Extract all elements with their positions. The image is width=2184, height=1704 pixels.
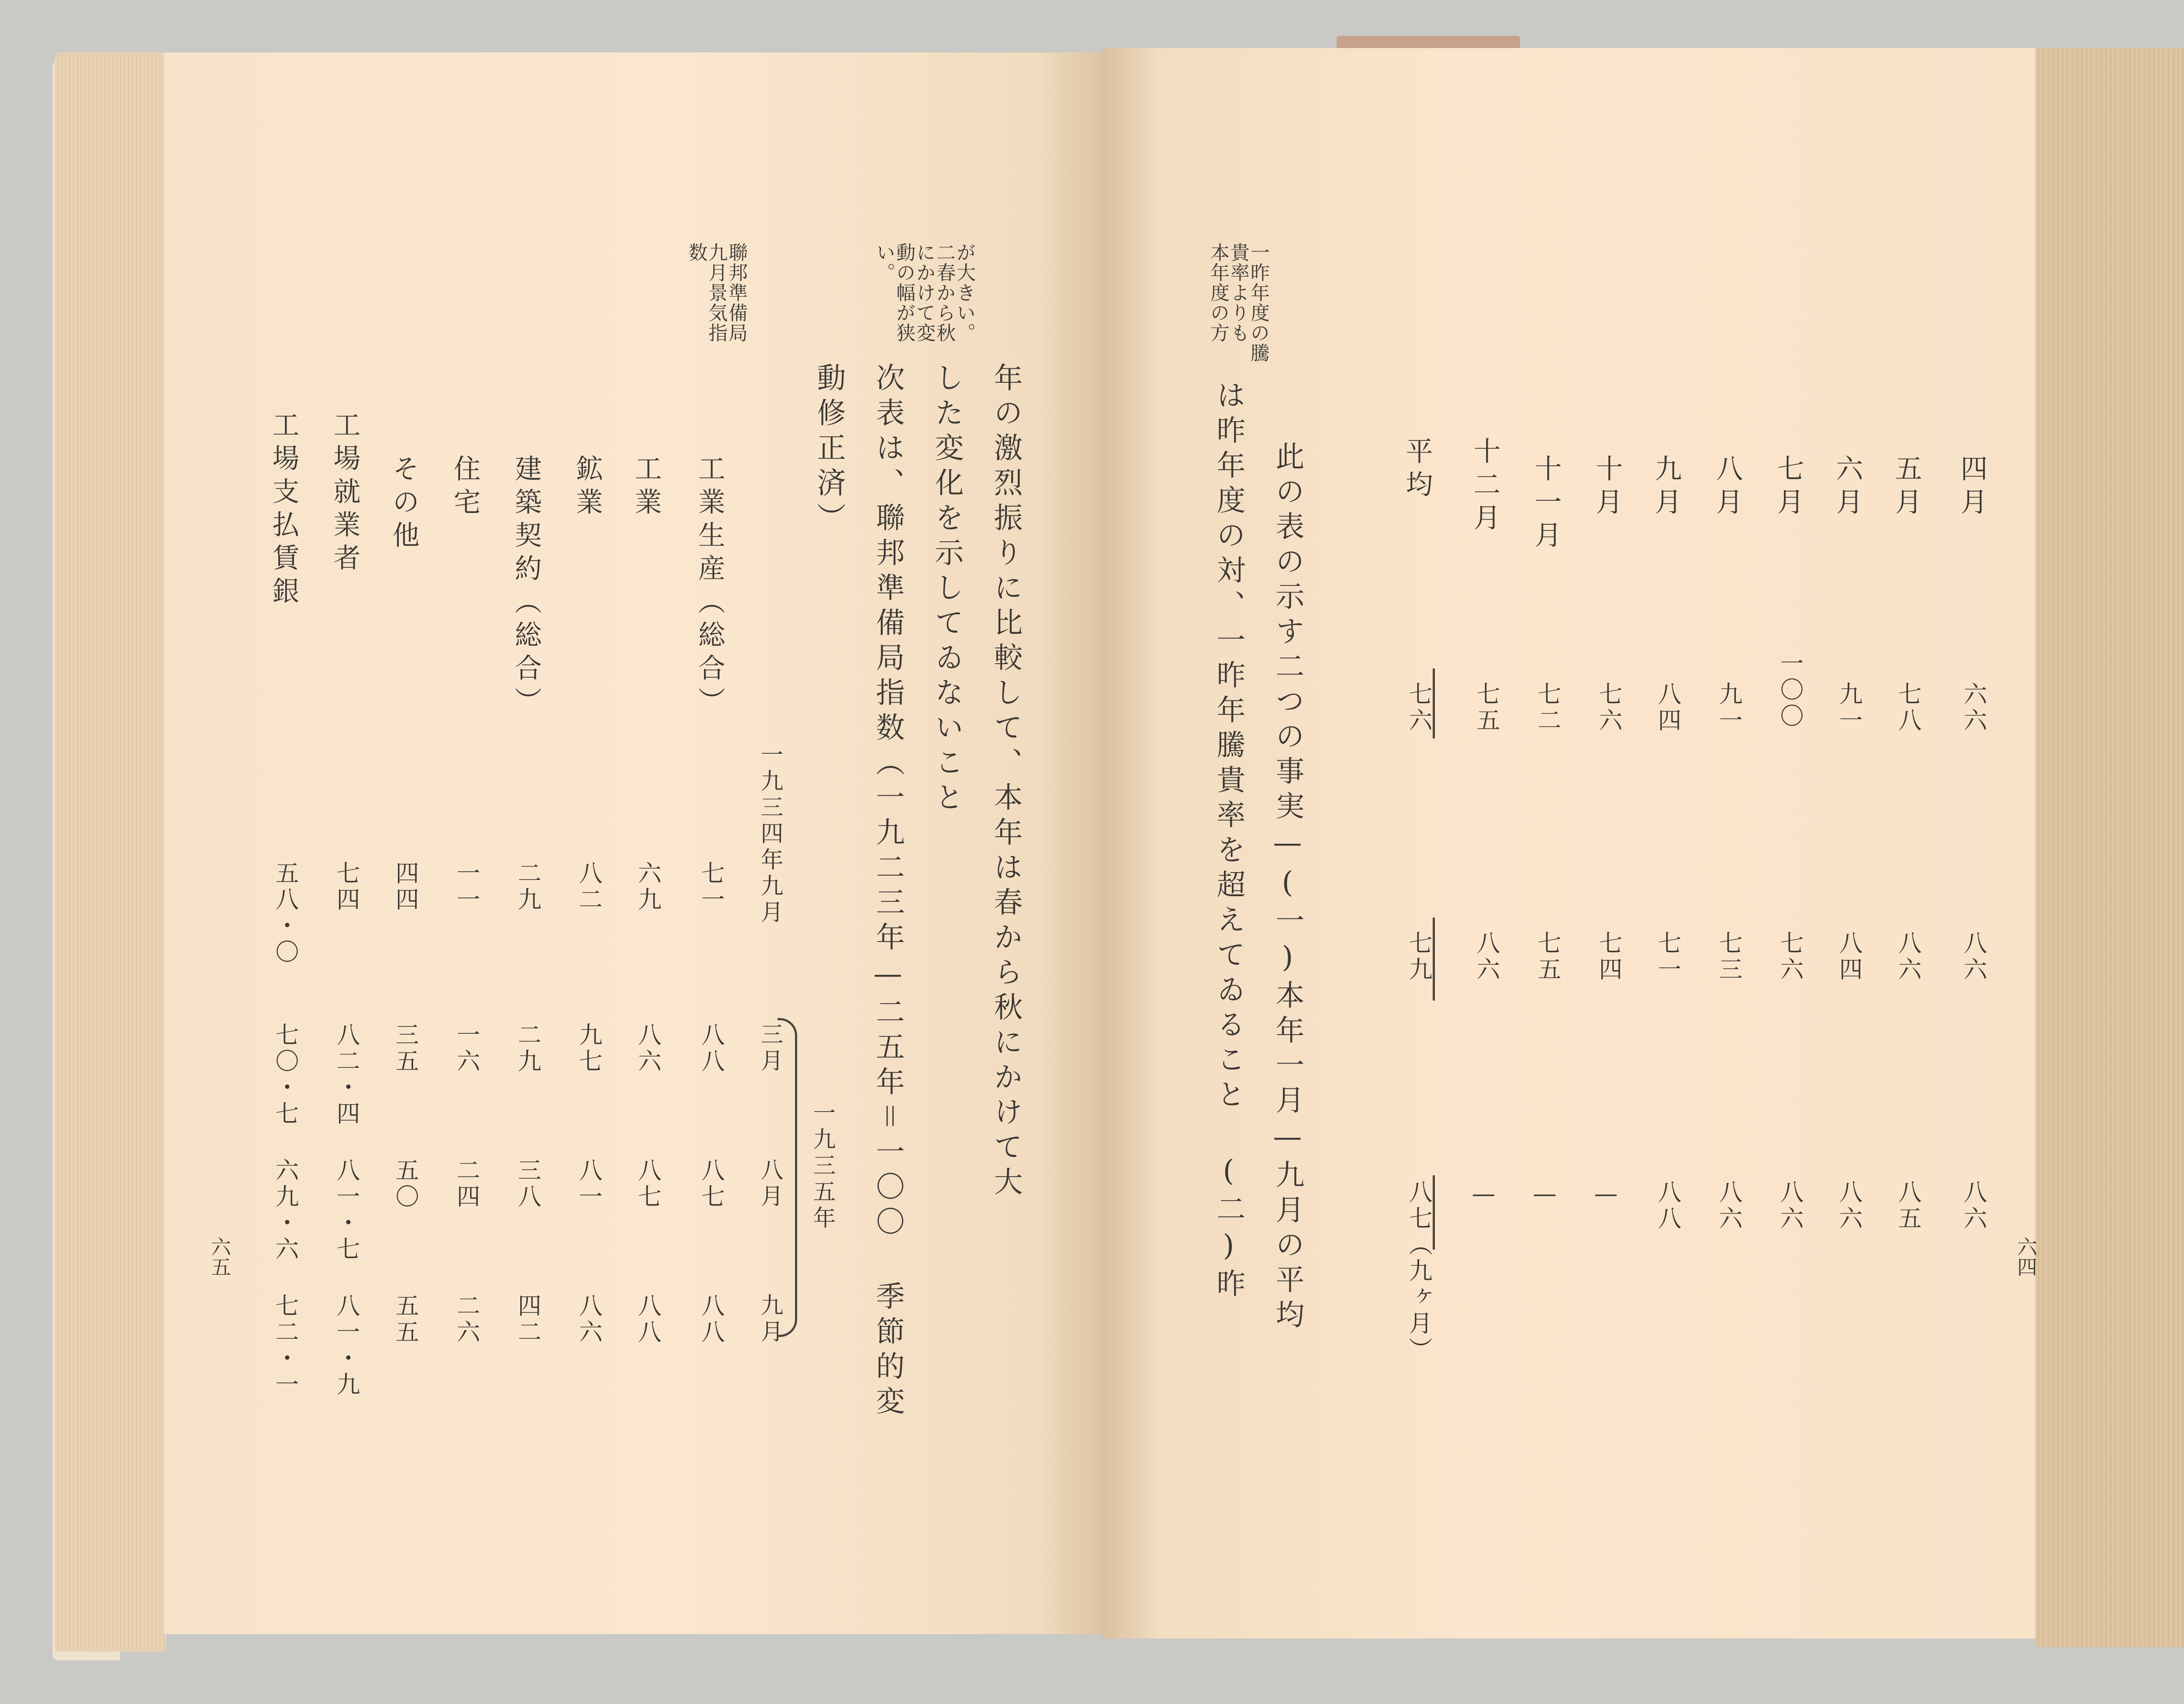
- cell-value: 一六: [453, 1022, 480, 1075]
- cell-value: 六九・六: [272, 1158, 299, 1263]
- month-value: 八六: [1835, 1180, 1863, 1232]
- month-value: 七八: [1894, 682, 1922, 734]
- month-label: 九月: [1650, 454, 1682, 521]
- body-text-line: 次表は、聯邦準備局指数（一九二三年—二五年＝一〇〇 季節的変: [871, 363, 905, 1421]
- cell-value: 六九: [634, 861, 662, 913]
- rule-line: [1433, 918, 1435, 1001]
- cell-value: 九七: [575, 1022, 603, 1075]
- month-value: 七九: [1405, 931, 1433, 983]
- right-page-stack: [2035, 48, 2184, 1647]
- month-label: 十月: [1591, 454, 1623, 521]
- cell-value: 七四: [333, 861, 360, 913]
- month-value: 八七（九ヶ月）: [1405, 1180, 1433, 1363]
- column-header: 九月: [757, 1293, 783, 1346]
- margin-note: 一昨年度の騰 貴率よりも 本年度の方: [1207, 242, 1269, 363]
- month-value: 七五: [1473, 682, 1500, 734]
- month-value: —: [1531, 1180, 1559, 1210]
- page-number-right: 六四: [2014, 1236, 2038, 1277]
- rule-line: [1433, 668, 1435, 738]
- month-value: 七六: [1776, 931, 1804, 983]
- cell-value: 三八: [514, 1158, 542, 1210]
- cell-value: 一一: [453, 861, 480, 913]
- group-header: 一九三五年: [809, 1101, 835, 1232]
- cell-value: 八八: [634, 1293, 662, 1346]
- month-label: 五月: [1890, 454, 1922, 521]
- month-value: 八六: [1776, 1180, 1804, 1232]
- row-label: 工場支払賃銀: [268, 411, 300, 610]
- row-label: 鉱業: [571, 454, 603, 521]
- month-label: 十二月: [1469, 437, 1501, 537]
- month-value: 七六: [1405, 682, 1433, 734]
- month-value: 七六: [1595, 682, 1623, 734]
- month-label: 七月: [1773, 454, 1804, 521]
- month-value: —: [1592, 1180, 1620, 1210]
- row-label: 工業: [630, 454, 662, 521]
- cell-value: 八七: [634, 1158, 662, 1210]
- month-value: 八六: [1894, 931, 1922, 983]
- cell-value: 二九: [514, 1022, 542, 1075]
- month-value: —: [1470, 1180, 1497, 1210]
- month-label: 六月: [1832, 454, 1863, 521]
- month-value: 七一: [1654, 931, 1682, 983]
- column-header: 三月: [757, 1022, 783, 1075]
- cell-value: 四四: [392, 861, 419, 913]
- cell-value: 八六: [575, 1293, 603, 1346]
- month-value: 八四: [1835, 931, 1863, 983]
- margin-note: 聯邦準備局 九月景気指 数: [685, 242, 747, 343]
- month-value: 八五: [1894, 1180, 1922, 1232]
- row-label: 工業生産（総合）: [694, 454, 726, 720]
- month-value: 一〇〇: [1776, 651, 1804, 730]
- row-label: 工場就業者: [329, 411, 361, 577]
- row-label: 建築契約（総合）: [510, 454, 542, 720]
- cell-value: 二六: [453, 1293, 480, 1346]
- cell-value: 八七: [698, 1158, 725, 1210]
- month-value: 七五: [1534, 931, 1562, 983]
- cell-value: 二四: [453, 1158, 480, 1210]
- month-value: 八六: [1715, 1180, 1743, 1232]
- row-label: 住宅: [449, 454, 481, 521]
- body-text-line: 此の表の示す二つの事実—(一)本年一月—九月の平均: [1271, 441, 1304, 1334]
- page-number-left: 六五: [208, 1236, 232, 1277]
- month-value: 七三: [1715, 931, 1743, 983]
- body-text-line: した変化を示してゐないこと: [930, 363, 964, 817]
- month-value: 八六: [1473, 931, 1500, 983]
- row-label: その他: [388, 454, 420, 554]
- month-value: 八四: [1654, 682, 1682, 734]
- cell-value: 五八・〇: [272, 861, 299, 966]
- cell-value: 七一: [698, 861, 725, 913]
- month-value: 八六: [1960, 1180, 1987, 1232]
- body-text-line: 年の激烈振りに比較して、本年は春から秋にかけて大: [989, 363, 1023, 1202]
- month-label: 八月: [1711, 454, 1743, 521]
- header-brace: [778, 1018, 797, 1337]
- cell-value: 八六: [634, 1022, 662, 1075]
- cell-value: 三五: [392, 1022, 419, 1075]
- cell-value: 二九: [514, 861, 542, 913]
- month-value: 九一: [1835, 682, 1863, 734]
- body-text-line: は昨年度の対、一昨年騰貴率を超えてゐること (二)昨: [1212, 380, 1245, 1303]
- column-header: 八月: [757, 1158, 783, 1210]
- left-page-stack: [55, 52, 166, 1652]
- column-header: 一九三四年九月: [757, 743, 783, 926]
- margin-note: が大きい。 二春から秋 にかけて変 動の幅が狭 い。: [873, 242, 975, 343]
- cell-value: 五〇: [392, 1158, 419, 1210]
- cell-value: 八一・九: [333, 1293, 360, 1398]
- month-value: 九一: [1715, 682, 1743, 734]
- cell-value: 八八: [698, 1293, 725, 1346]
- cell-value: 八八: [698, 1022, 725, 1075]
- cell-value: 四二: [514, 1293, 542, 1346]
- month-value: 七四: [1595, 931, 1623, 983]
- month-label: 十一月: [1530, 454, 1562, 554]
- cell-value: 七〇・七: [272, 1022, 299, 1127]
- month-label: 四月: [1956, 454, 1988, 521]
- month-value: 八六: [1960, 931, 1987, 983]
- cell-value: 八二: [575, 861, 603, 913]
- month-value: 七二: [1534, 682, 1562, 734]
- spine-tab: [1337, 36, 1520, 49]
- cell-value: 五五: [392, 1293, 419, 1346]
- cell-value: 八二・四: [333, 1022, 360, 1127]
- cell-value: 七二・一: [272, 1293, 299, 1398]
- cell-value: 八一: [575, 1158, 603, 1210]
- cell-value: 八一・七: [333, 1158, 360, 1263]
- body-text-line: 動修正済）: [812, 363, 846, 537]
- rule-line: [1433, 1175, 1435, 1250]
- month-value: 六六: [1960, 682, 1987, 734]
- month-value: 八八: [1654, 1180, 1682, 1232]
- month-label: 平均: [1401, 437, 1433, 503]
